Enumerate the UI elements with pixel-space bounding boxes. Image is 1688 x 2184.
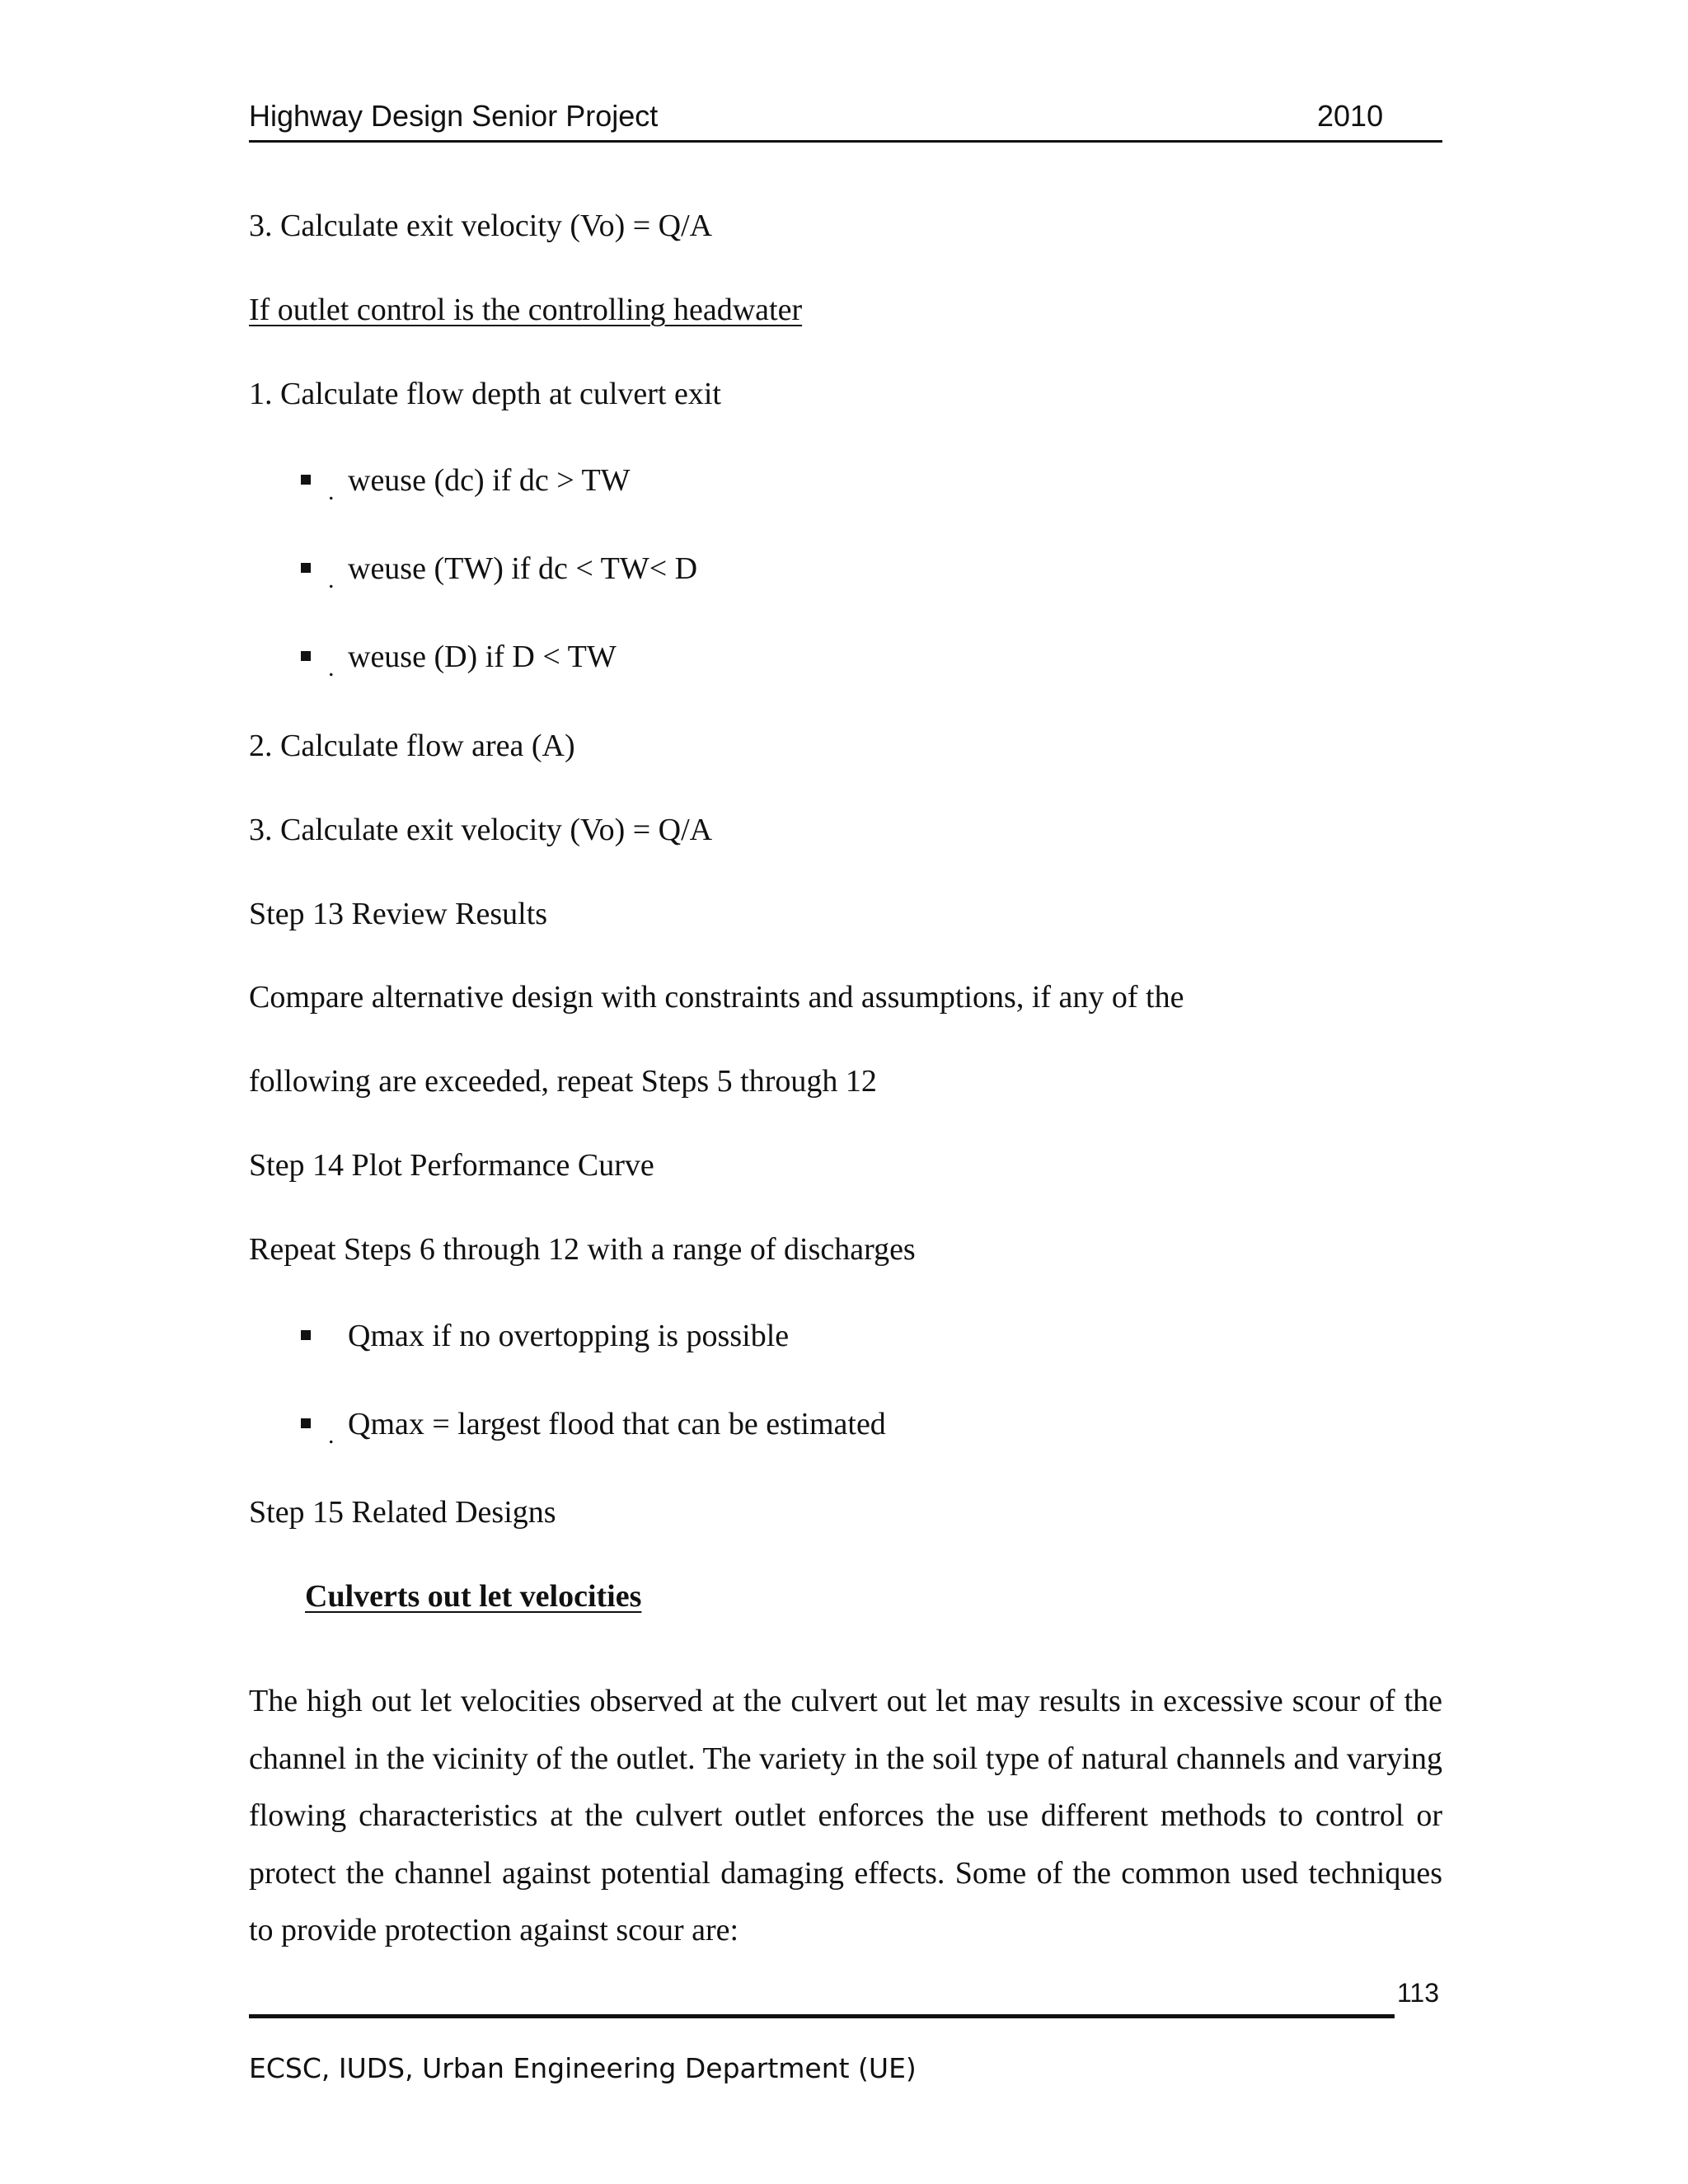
bullet-marker xyxy=(301,1418,311,1428)
bullet-marker xyxy=(301,475,311,485)
bullet-item: Qmax = largest flood that can be estimated xyxy=(348,1407,886,1441)
header-year: 2010 xyxy=(1317,99,1384,133)
bullet-marker xyxy=(301,651,311,661)
flow-depth-line: 1. Calculate flow depth at culvert exit xyxy=(249,377,721,411)
bullet-item: weuse (TW) if dc < TW< D xyxy=(348,551,698,586)
page-number: 113 xyxy=(1397,1978,1440,2008)
step-15-heading: Step 15 Related Designs xyxy=(249,1495,556,1530)
header-title: Highway Design Senior Project xyxy=(249,99,659,133)
footer-rule xyxy=(249,2014,1395,2018)
bullet-marker xyxy=(301,563,311,573)
bullet-dot: . xyxy=(328,654,335,682)
exit-velocity-line: 3. Calculate exit velocity (Vo) = Q/A xyxy=(249,209,713,243)
bullet-item: weuse (dc) if dc > TW xyxy=(348,463,631,498)
exit-velocity-line: 3. Calculate exit velocity (Vo) = Q/A xyxy=(249,813,713,847)
bullet-marker xyxy=(301,1330,311,1340)
page-header xyxy=(249,96,1442,143)
section-title: Culverts out let velocities xyxy=(305,1579,642,1614)
body-paragraph: The high out let velocities observed at the culvert out let may results in excessive scour of the channel in the vicinity of the outlet. The variety in the soil type of natural channels and varying flowing characteristics at the culvert outlet enforces the use different methods to control or protect the channel against potential damaging effects. Some of the common used techniques to provide protection against scour are: xyxy=(249,1684,1442,1947)
bullet-item: Qmax if no overtopping is possible xyxy=(348,1319,790,1353)
bullet-dot: . xyxy=(328,478,335,505)
outlet-control-heading: If outlet control is the controlling headwater xyxy=(249,293,803,327)
repeat-steps-line: Repeat Steps 6 through 12 with a range of discharges xyxy=(249,1232,916,1267)
compare-line-2: following are exceeded, repeat Steps 5 through 12 xyxy=(249,1064,877,1099)
bullet-dot: . xyxy=(328,1422,335,1449)
step-13-heading: Step 13 Review Results xyxy=(249,897,548,931)
compare-line-1: Compare alternative design with constraints and assumptions, if any of the xyxy=(249,980,1184,1015)
bullet-dot: . xyxy=(328,566,335,593)
step-14-heading: Step 14 Plot Performance Curve xyxy=(249,1148,654,1183)
flow-area-line: 2. Calculate flow area (A) xyxy=(249,729,575,763)
footer-text: ECSC, IUDS, Urban Engineering Department (UE) xyxy=(249,2052,917,2084)
bullet-item: weuse (D) if D < TW xyxy=(348,640,617,674)
